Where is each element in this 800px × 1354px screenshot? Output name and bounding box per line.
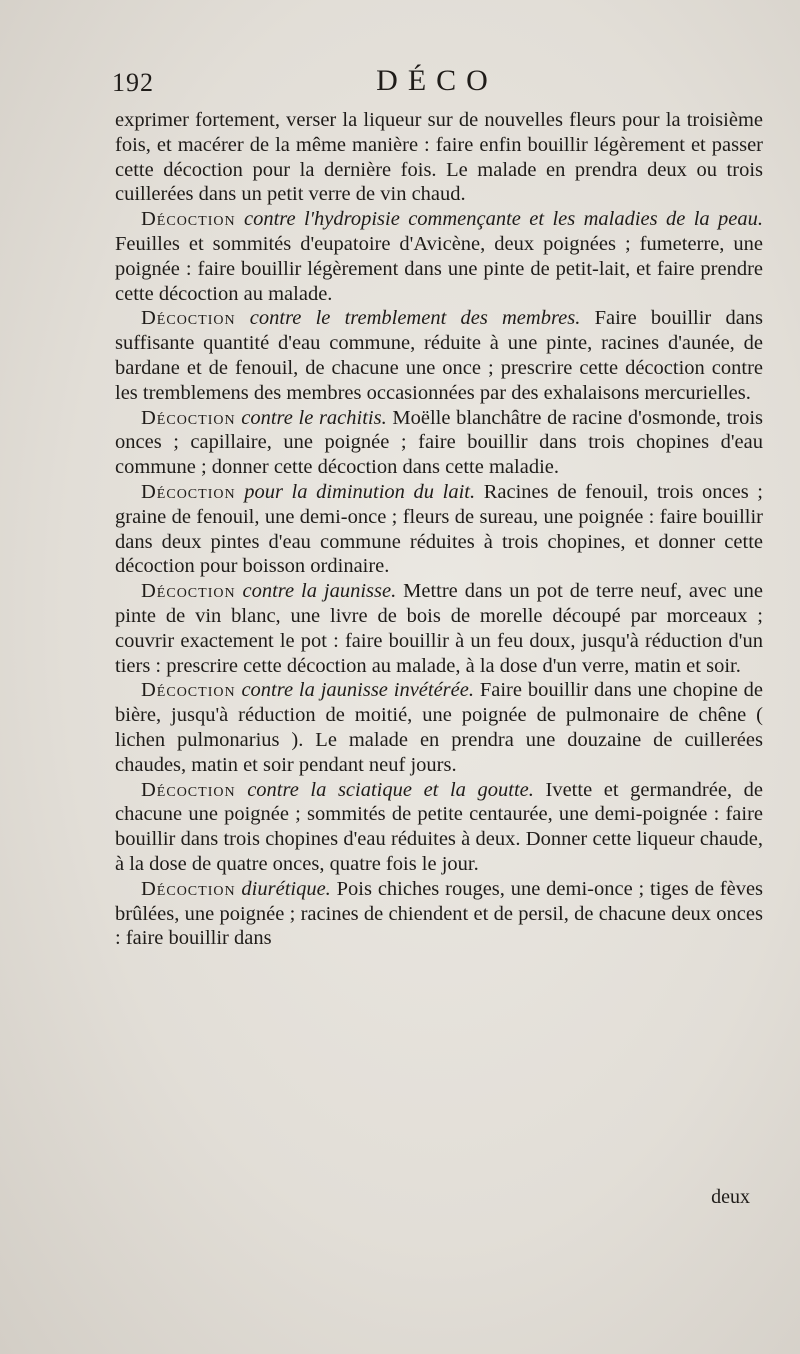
paragraph [115, 778, 763, 877]
paragraph [115, 579, 763, 678]
entry-title: contre la sciatique et la goutte. [247, 778, 534, 801]
page-number: 192 [112, 68, 154, 97]
paragraph [115, 207, 763, 306]
body-text [115, 108, 763, 951]
paragraph-text: Ivette et germandrée, de chacune une poignée ; sommités de petite centaurée, une demi-poignée : faire bouillir dans trois chopines d'eau réduites à deux. Donner cette liqueur chaude, à la dose de quatre onces, quatre fois le jour. [115, 778, 763, 875]
entry-title: pour la diminution du lait. [244, 480, 476, 503]
entry-head: Décoction [141, 778, 236, 801]
entry-title: contre l'hydropisie commençante et les maladies de la peau. [243, 208, 764, 231]
entry-title: contre le tremblement des membres. [249, 307, 581, 330]
paragraph [115, 108, 763, 207]
page-header [112, 62, 762, 112]
paragraph-text: Faire bouillir dans une chopine de bière, jusqu'à réduction de moitié, une poignée de pulmonaire de chêne ( lichen pulmonarius ). Le malade en prendra une douzaine de cuillerées chaudes, matin et soir pendant neuf jours. [115, 679, 763, 776]
entry-title: contre la jaunisse invétérée. [241, 679, 474, 702]
entry-head: Décoction [141, 877, 236, 900]
paragraph-text: Faire bouillir dans suffisante quantité d'eau commune, réduite à une pinte, racines d'aunée, de bardane et de fenouil, de chacune une once ; prescrire cette décoction contre les tremblemens des membres occasionnées par des exhalaisons mercurielles. [115, 307, 764, 404]
entry-head: Décoction [141, 406, 236, 429]
entry-head: Décoction [141, 679, 236, 702]
entry-title: diurétique. [241, 877, 331, 900]
running-head: DÉCO [376, 64, 498, 97]
paragraph [115, 306, 763, 405]
entry-head: Décoction [141, 580, 236, 603]
paragraph-text: exprimer fortement, verser la liqueur sur de nouvelles fleurs pour la troisième fois, et macérer de la même manière : faire enfin bouillir légèrement et passer cette décoction pour la dernière fois. Le malade en prendra deux ou trois cuillerées dans un petit verre de vin chaud. [115, 109, 763, 206]
paragraph [115, 877, 763, 951]
entry-title: contre le rachitis. [241, 406, 387, 429]
entry-head: Décoction [141, 480, 236, 503]
paragraph-text: Moëlle blanchâtre de racine d'osmonde, trois onces ; capillaire, une poignée ; faire bouillir dans trois chopines d'eau commune ; donner cette décoction dans cette maladie. [115, 406, 764, 479]
entry-head: Décoction [141, 307, 236, 330]
paragraph [115, 480, 763, 579]
entry-head: Décoction [141, 208, 236, 231]
paragraph-text: Mettre dans un pot de terre neuf, avec une pinte de vin blanc, une livre de bois de morelle découpé par morceaux ; couvrir exactement le pot : faire bouillir à un feu doux, jusqu'à réduction d'un tiers : prescrire cette décoction au malade, à la dose d'un verre, matin et soir. [115, 580, 763, 677]
catchword: deux [711, 1186, 750, 1208]
paragraph [115, 678, 763, 777]
paragraph [115, 406, 763, 480]
paragraph-text: Pois chiches rouges, une demi-once ; tiges de fèves brûlées, une poignée ; racines de chiendent et de persil, de chacune deux onces : faire bouillir dans [115, 877, 764, 950]
entry-title: contre la jaunisse. [242, 580, 397, 603]
paragraph-text: Racines de fenouil, trois onces ; graine de fenouil, une demi-once ; fleurs de sureau, une poignée : faire bouillir dans deux pintes d'eau commune réduites à trois chopines, et donner cette décoction pour boisson ordinaire. [115, 480, 763, 578]
paragraph-text: Feuilles et sommités d'eupatoire d'Avicène, deux poignées ; fumeterre, une poignée : faire bouillir légèrement dans une pinte de petit-lait, et faire prendre cette décoction au malade. [115, 232, 763, 305]
